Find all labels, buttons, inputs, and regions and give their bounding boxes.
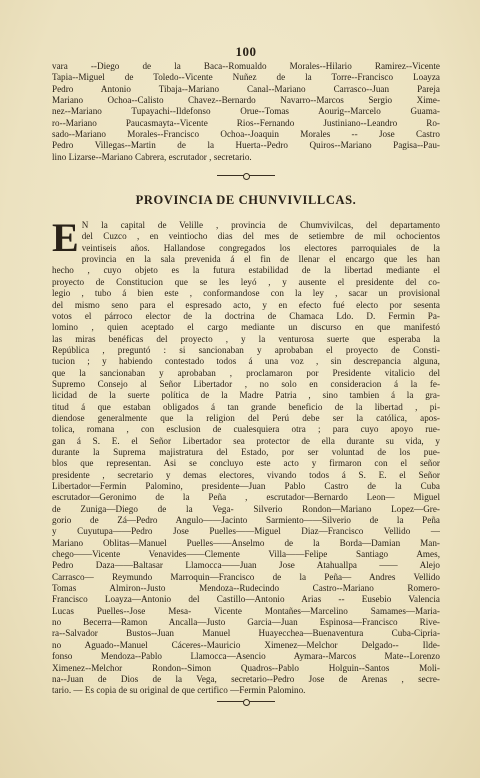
text-line: sado--Mariano Morales--Francisco Ochoa--Joaquin Morales -- Jose Castro [52,129,440,140]
text-line: Mariano Ochoa--Calisto Chavez--Bernardo Navarro--Marcos Sergio Xime- [52,95,440,106]
text-line: gan á S. E. el Señor Libertador sea protector de ella durante su vida, y [52,435,440,446]
text-line: diendose generalmente que la religion del Perú debe ser la católica, apos- [52,412,440,423]
text-line: nez--Mariano Tupayachi--Ildefonso Orue--Tomas Aourig--Marcelo Guama- [52,106,440,117]
text-line: que la sancionaban y aprobaban , proclamaron por Presidente vitalicio del [52,367,440,378]
text-line: na--Juan de Dios de la Vega, secretario--Pedro Jose de Arenas , secre- [52,673,440,684]
text-line: Pedro Antonio Tibaja--Mariano Canal--Mariano Carrasco--Juan Pareja [52,83,440,94]
text-line: Carrasco— Reymundo Marroquin—Francisco de la Peña— Andres Vellido [52,571,440,582]
text-line: República , preguntó : si sancionaban y aprobaban el proyecto de Consti- [52,344,440,355]
text-line: chego——Vicente Venavides——Clemente Villa——Felipe Santiago Ames, [52,549,440,560]
text-line: blos que representan. Asi se concluyo este acto y firmaron con el señor [52,458,440,469]
drop-cap: E [52,215,79,261]
text-line: N la capital de Velille , provincia de Chumvivilcas, del departamento [81,220,440,231]
text-line: tario. — Es copia de su original de que certifico —Fermin Palomino. [52,685,306,696]
text-line: fonso Mendoza--Pablo Llamocca—Asencio Aymara--Marcos Mate--Lorenzo [52,651,440,662]
text-line: las miras benéficas del proyecto , y la venturosa suerte que esperaba la [52,333,440,344]
text-line: Libertador—Fermin Palomino, presidente—Juan Pablo Castro de la Cuba [52,481,440,491]
text-line: licidad de la suerte política de la Madre Patria , sino tambien á la gra- [52,390,440,401]
text-line: ro--Mariano Paucasmayta--Vicente Rios--Fernando Justiniano--Leandro Ro- [52,117,440,128]
text-line: Pedro Daza——Baltasar Llamocca——Juan Jose Atahuallpa —— Alejo [52,560,440,571]
text-line: vara --Diego de la Baca--Romualdo Morales--Hilario Ramirez--Vicente [52,61,440,71]
text-line: Ximenez--Melchor Rondon--Simon Quadros--Pablo Holguin--Santos Moli- [52,662,440,673]
text-line: votos el párroco elector de la doctrina de Chamaca Ldo. D. Fermin Pa- [52,310,440,321]
text-line: Francisco Loayza—Antonio del Castillo—Antonio Arias -- Eusebio Valencia [52,594,440,605]
text-line: presidente , secretario y demas electores, vivando todos á S. E. el Señor [52,469,440,480]
section-heading: PROVINCIA DE CHUNVIVILLCAS. [135,193,357,208]
text-line: Tapia--Miguel de Toledo--Vicente Nuñez de la Torre--Francisco Loayza [52,72,440,83]
continuation-paragraph [52,61,440,163]
section-divider [217,173,275,179]
text-line: Pedro Villegas--Martin de la Huerta--Pedro Quiros--Mariano Pagisa--Pau- [52,140,440,151]
text-line: hecho , cuyo objeto es la futura estabilidad de la libertad mediante el [52,265,440,276]
text-line: titud á que estaban obligados á tan grande beneficio de la libertad , pi- [52,401,440,412]
text-line: tolica, romana , con esclusion de cualesquiera otra ; para cuyo apoyo rue- [52,424,440,435]
text-line: de Zuniga—Diego de la Vega- Silverio Rondon—Mariano Lopez—Gre- [52,503,440,514]
text-line: y Cuyutupa——Pedro Jose Puelles——Miguel Diaz—Francisco Vellido — [52,526,440,537]
text-line: lomino , quien aceptado el cargo mediante un discurso en que manifestó [52,322,440,333]
main-paragraph [52,215,440,696]
text-line: proyecto de Constitucion que se les leyó , y ausente el presidente del co- [52,276,440,287]
text-line: no Becerra—Ramon Ancalla—Justo Garcia—Juan Espinosa—Francisco Rive- [52,617,440,628]
text-line: del mismo seno para el espresado acto, y en efecto fué electo por sesenta [52,299,440,310]
text-line: del Cuzco , en veintiocho dias del mes de setiembre de mil ochocientos [81,231,440,242]
text-line: lino Lizarse--Mariano Cabrera, escrutador , secretario. [52,151,252,162]
text-line: Tomas Almiron--Justo Mendoza--Rudecindo Castro--Mariano Romero- [52,583,440,594]
closing-divider [217,699,275,705]
text-line: veintiseis años. Hallandose congregados los electores parroquiales de la [81,242,440,253]
page-number: 100 [235,44,257,59]
text-line: Lucas Puelles--Jose Mesa- Vicente Montañes—Marcelino Samames—Maria- [52,605,440,616]
text-line: Mariano Oblitas—Manuel Puelles——Anselmo de la Borda—Damian Man- [52,537,440,548]
text-line: no Aguado--Manuel Cáceres--Mauricio Ximenez—Melchor Delgado-- Ilde- [52,639,440,650]
text-line: tucion ; y habiendo contestado todos á una voz , sin descrepancia alguna, [52,356,440,367]
text-line: Supremo Consejo al Señor Libertador , no solo en consideracion á la fe- [52,378,440,389]
text-line: provincia en la sala prevenida á el fin de llenar el encargo que les han [81,254,440,265]
text-line: gorio de Zá—Pedro Angulo——Jacinto Sarmiento——Silverio de la Peña [52,515,440,526]
text-line: ra--Salvador Bustos--Juan Manuel Huayecchea—Buenaventura Cuba-Cipria- [52,628,440,639]
text-line: escrutador—Geronimo de la Peña , escrutador—Bernardo Leon— Miguel [52,492,440,503]
text-line: durante la Suprema majistratura del Estado, por ser voluntad de los pue- [52,446,440,457]
text-line: legio , tubo á bien este , conformandose con la ley , sacar un provisional [52,288,440,299]
